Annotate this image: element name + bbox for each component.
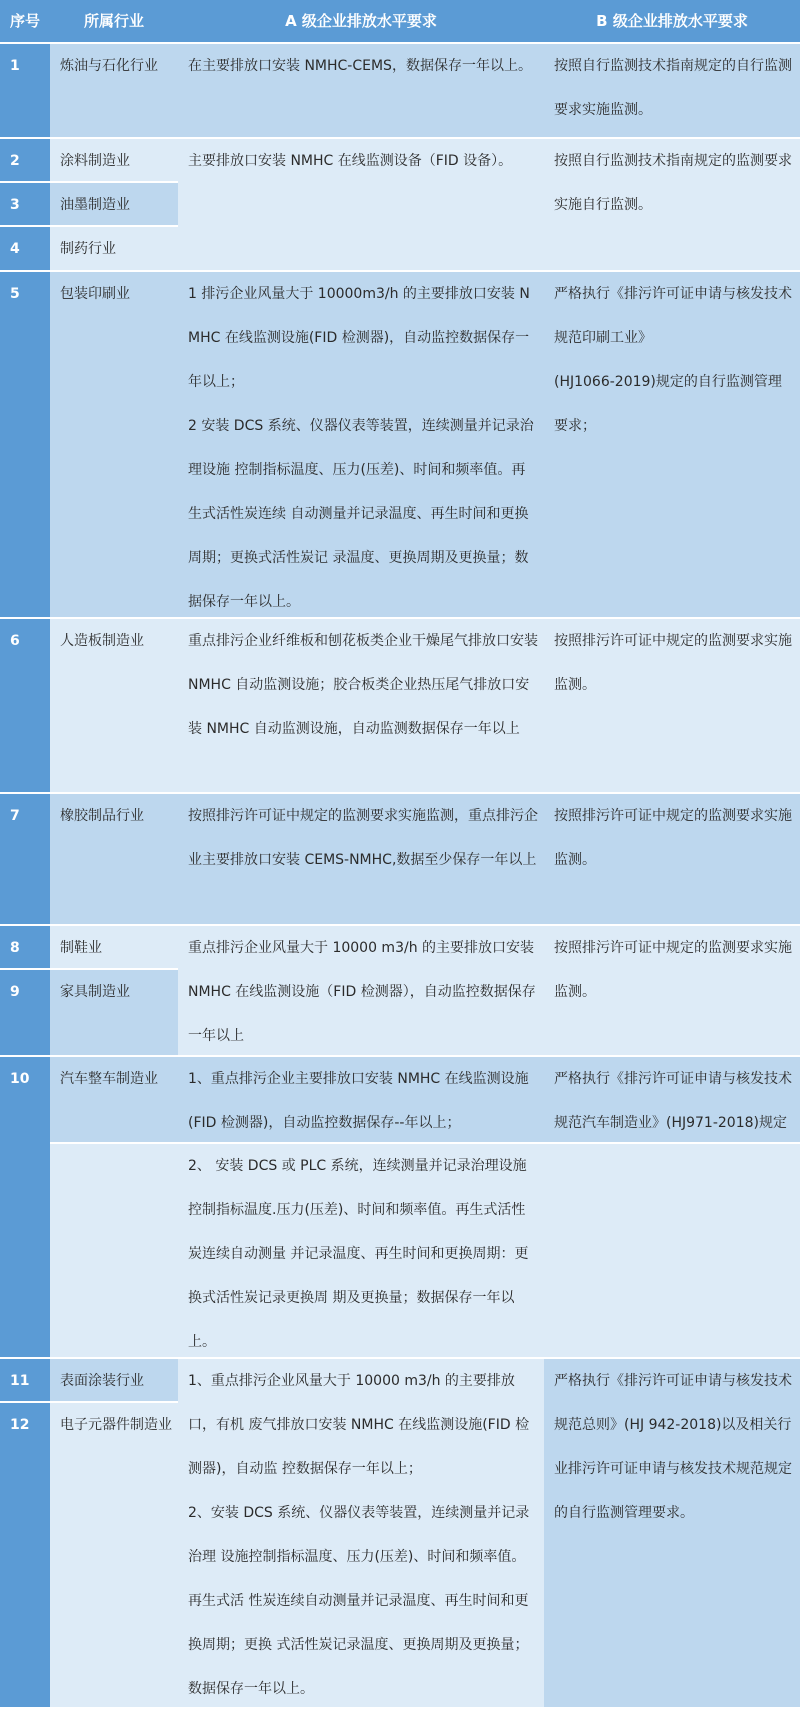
row-industry: 包装印刷业 xyxy=(50,272,178,617)
row-b-requirement: 按照排污许可证中规定的监测要求实施监测。 xyxy=(544,794,800,924)
row-industry: 汽车整车制造业 xyxy=(50,1057,178,1142)
header-a-level: A 级企业排放水平要求 xyxy=(178,0,544,42)
row-a-requirement: 重点排污企业纤维板和刨花板类企业干燥尾气排放口安装 NMHC 自动监测设施；胶合板类企业热压尾气排放口安装 NMHC 自动监测设施，自动监测数据保存一年以上 xyxy=(178,619,544,792)
row-industry-continuation xyxy=(50,1144,178,1357)
row-no: 1 xyxy=(0,44,50,137)
row-industry: 电子元器件制造业 xyxy=(50,1403,178,1707)
row-b-requirement-continuation xyxy=(544,1144,800,1357)
row-a-requirement-part1: 1、重点排污企业主要排放口安装 NMHC 在线监测设施(FID 检测器)，自动监控数据保存--年以上； xyxy=(178,1057,544,1142)
row-b-requirement: 严格执行《排污许可证申请与核发技术规范汽车制造业》(HJ971-2018)规定 xyxy=(544,1057,800,1142)
row-industry: 橡胶制品行业 xyxy=(50,794,178,924)
group-8-9-a-requirement: 重点排污企业风量大于 10000 m3/h 的主要排放口安装 NMHC 在线监测设施（FID 检测器），自动监控数据保存一年以上 xyxy=(178,926,544,1055)
row-no: 6 xyxy=(0,619,50,792)
row-no: 11 xyxy=(0,1359,50,1401)
row-industry: 涂料制造业 xyxy=(50,139,178,181)
header-no: 序号 xyxy=(0,0,50,42)
row-industry: 油墨制造业 xyxy=(50,183,178,225)
row-industry: 表面涂装行业 xyxy=(50,1359,178,1401)
row-a-requirement-part2: 2、 安装 DCS 或 PLC 系统，连续测量并记录治理设施控制指标温度.压力(压差)、时间和频率值。再生式活性炭连续自动测量 并记录温度、再生时间和更换周期：更换式活性炭记录更换周 期及更换量；数据保存一年以上。 xyxy=(178,1144,544,1357)
group-11-12-b-requirement: 严格执行《排污许可证申请与核发技术规范总则》(HJ 942-2018)以及相关行业排污许可证申请与核发技术规范规定的自行监测管理要求。 xyxy=(544,1359,800,1707)
row-no: 4 xyxy=(0,227,50,270)
header-industry: 所属行业 xyxy=(50,0,178,42)
group-11-12-a-requirement: 1、重点排污企业风量大于 10000 m3/h 的主要排放口，有机 废气排放口安装 NMHC 在线监测设施(FID 检测器)，自动监 控数据保存一年以上； 2、安装 DCS 系统、仪器仪表等装置，连续测量并记录治理 设施控制指标温度、压力(压差)、时间和频率值。再生式活 性炭连续自动测量并记录温度、再生时间和更换周期；更换 式活性炭记录温度、更换周期及更换量；数据保存一年以上。 xyxy=(178,1359,544,1707)
row-b-requirement: 按照排污许可证中规定的监测要求实施监测。 xyxy=(544,619,800,792)
row-no: 7 xyxy=(0,794,50,924)
row-no: 3 xyxy=(0,183,50,225)
row-no: 8 xyxy=(0,926,50,968)
row-industry: 人造板制造业 xyxy=(50,619,178,792)
row-no: 2 xyxy=(0,139,50,181)
header-b-level: B 级企业排放水平要求 xyxy=(544,0,800,42)
row-no: 12 xyxy=(0,1403,50,1707)
row-b-requirement: 按照自行监测技术指南规定的自行监测要求实施监测。 xyxy=(544,44,800,137)
row-a-requirement: 按照排污许可证中规定的监测要求实施监测，重点排污企业主要排放口安装 CEMS-NMHC,数据至少保存一年以上 xyxy=(178,794,544,924)
row-industry: 家具制造业 xyxy=(50,970,178,1055)
row-a-requirement: 在主要排放口安装 NMHC-CEMS，数据保存一年以上。 xyxy=(178,44,544,137)
row-no: 5 xyxy=(0,272,50,617)
row-industry: 制药行业 xyxy=(50,227,178,270)
row-a-requirement: 1 排污企业风量大于 10000m3/h 的主要排放口安装 NMHC 在线监测设施(FID 检测器)，自动监控数据保存一年以上； 2 安装 DCS 系统、仪器仪表等装置，连续测量并记录治理设施 控制指标温度、压力(压差)、时间和频率值。再生式活性炭连续 自动测量并记录温度、再生时间和更换周期；更换式活性炭记 录温度、更换周期及更换量；数据保存一年以上。 xyxy=(178,272,544,617)
row-b-requirement: 严格执行《排污许可证申请与核发技术规范印刷工业》 (HJ1066-2019)规定的自行监测管理要求； xyxy=(544,272,800,617)
group-8-9-b-requirement: 按照排污许可证中规定的监测要求实施监测。 xyxy=(544,926,800,1055)
group-2-4-b-requirement: 按照自行监测技术指南规定的监测要求实施自行监测。 xyxy=(544,139,800,270)
row-industry: 炼油与石化行业 xyxy=(50,44,178,137)
row-industry: 制鞋业 xyxy=(50,926,178,968)
row-no: 10 xyxy=(0,1057,50,1357)
group-2-4-a-requirement: 主要排放口安装 NMHC 在线监测设备（FID 设备）。 xyxy=(178,139,544,270)
row-no: 9 xyxy=(0,970,50,1055)
